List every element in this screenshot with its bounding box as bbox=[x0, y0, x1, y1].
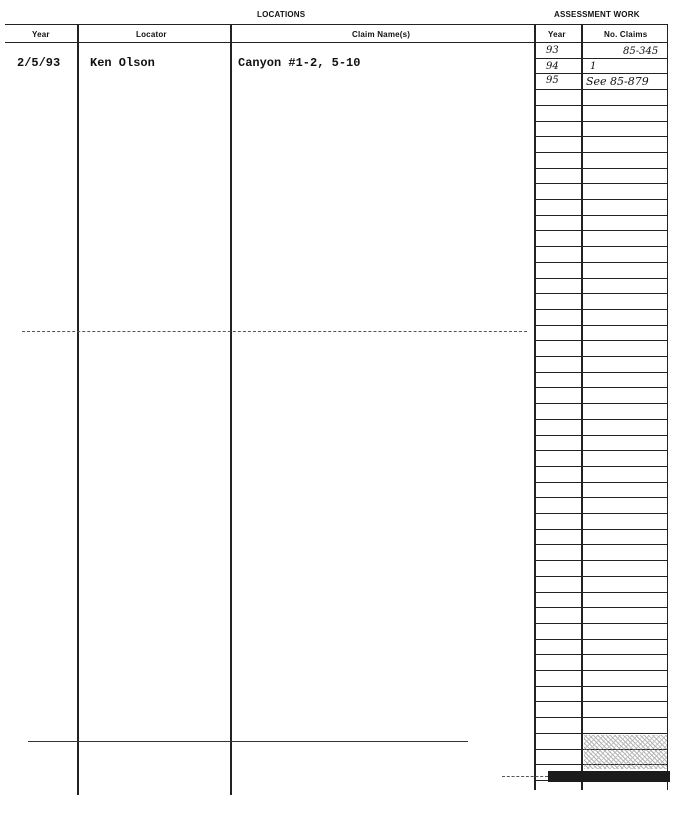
location-date: 2/5/93 bbox=[17, 56, 61, 70]
assessment-year-94: 94 bbox=[546, 61, 559, 72]
divider-locator-claims bbox=[230, 25, 232, 795]
assessment-note-95: See 85-879 bbox=[586, 75, 649, 88]
assessment-rule bbox=[535, 466, 668, 467]
assessment-rule bbox=[535, 183, 668, 184]
assessment-rule bbox=[535, 639, 668, 640]
assessment-rule bbox=[535, 607, 668, 608]
assessment-rule bbox=[535, 497, 668, 498]
divider-year-locator bbox=[77, 25, 79, 795]
column-header-rule bbox=[5, 42, 535, 43]
assessment-rule bbox=[535, 230, 668, 231]
assessment-rule bbox=[535, 325, 668, 326]
assessment-rule bbox=[535, 544, 668, 545]
assessment-rule bbox=[535, 717, 668, 718]
assessment-rule bbox=[535, 58, 668, 59]
assessment-rule bbox=[535, 105, 668, 106]
assessment-rule bbox=[535, 560, 668, 561]
assessment-rule bbox=[535, 215, 668, 216]
assessment-rule bbox=[535, 278, 668, 279]
assessment-rule bbox=[535, 246, 668, 247]
assessment-rule bbox=[535, 262, 668, 263]
col-year: Year bbox=[32, 30, 50, 39]
assessment-note-93: 85-345 bbox=[623, 46, 659, 57]
assessment-rule bbox=[535, 623, 668, 624]
assessment-rule bbox=[535, 403, 668, 404]
assessment-note-94: 1 bbox=[590, 61, 597, 72]
location-claims: Canyon #1-2, 5-10 bbox=[238, 56, 361, 70]
assessment-rule bbox=[535, 435, 668, 436]
assessment-year-95: 95 bbox=[546, 75, 559, 86]
header-top-rule bbox=[5, 24, 668, 25]
col-locator: Locator bbox=[136, 30, 167, 39]
assessment-rule bbox=[535, 309, 668, 310]
assessment-rule bbox=[535, 686, 668, 687]
assessment-rule bbox=[535, 372, 668, 373]
assessment-rule bbox=[535, 654, 668, 655]
location-locator: Ken Olson bbox=[90, 56, 155, 70]
scan-artifact-line bbox=[502, 776, 548, 777]
assessment-rule bbox=[535, 121, 668, 122]
assessment-rule bbox=[535, 733, 668, 734]
assessment-rule bbox=[535, 199, 668, 200]
assessment-rule bbox=[535, 670, 668, 671]
assessment-rule bbox=[535, 576, 668, 577]
assessment-rule bbox=[535, 529, 668, 530]
assessment-rule bbox=[535, 450, 668, 451]
col-no-claims: No. Claims bbox=[604, 30, 648, 39]
fold-line-lower bbox=[28, 741, 468, 742]
assessment-rule bbox=[535, 136, 668, 137]
assessment-rule bbox=[535, 701, 668, 702]
assessment-rule bbox=[535, 419, 668, 420]
assessment-rule bbox=[535, 482, 668, 483]
assessment-year-93: 93 bbox=[546, 45, 559, 56]
locations-header: LOCATIONS bbox=[257, 10, 306, 19]
assessment-rule bbox=[535, 168, 668, 169]
assessment-grid bbox=[535, 30, 668, 788]
fold-line-upper bbox=[22, 331, 527, 332]
assessment-rule bbox=[535, 89, 668, 90]
assessment-rule bbox=[535, 592, 668, 593]
col-claim-names: Claim Name(s) bbox=[352, 30, 411, 39]
scan-artifact bbox=[584, 735, 667, 769]
assessment-rule bbox=[535, 293, 668, 294]
scan-artifact-dark bbox=[548, 771, 670, 782]
assessment-rule bbox=[535, 513, 668, 514]
assessment-rule bbox=[535, 152, 668, 153]
assessment-rule bbox=[535, 356, 668, 357]
assessment-rule bbox=[535, 340, 668, 341]
col-assessment-year: Year bbox=[548, 30, 566, 39]
assessment-work-header: ASSESSMENT WORK bbox=[554, 10, 640, 19]
assessment-rule bbox=[535, 387, 668, 388]
assessment-rule bbox=[535, 42, 668, 43]
